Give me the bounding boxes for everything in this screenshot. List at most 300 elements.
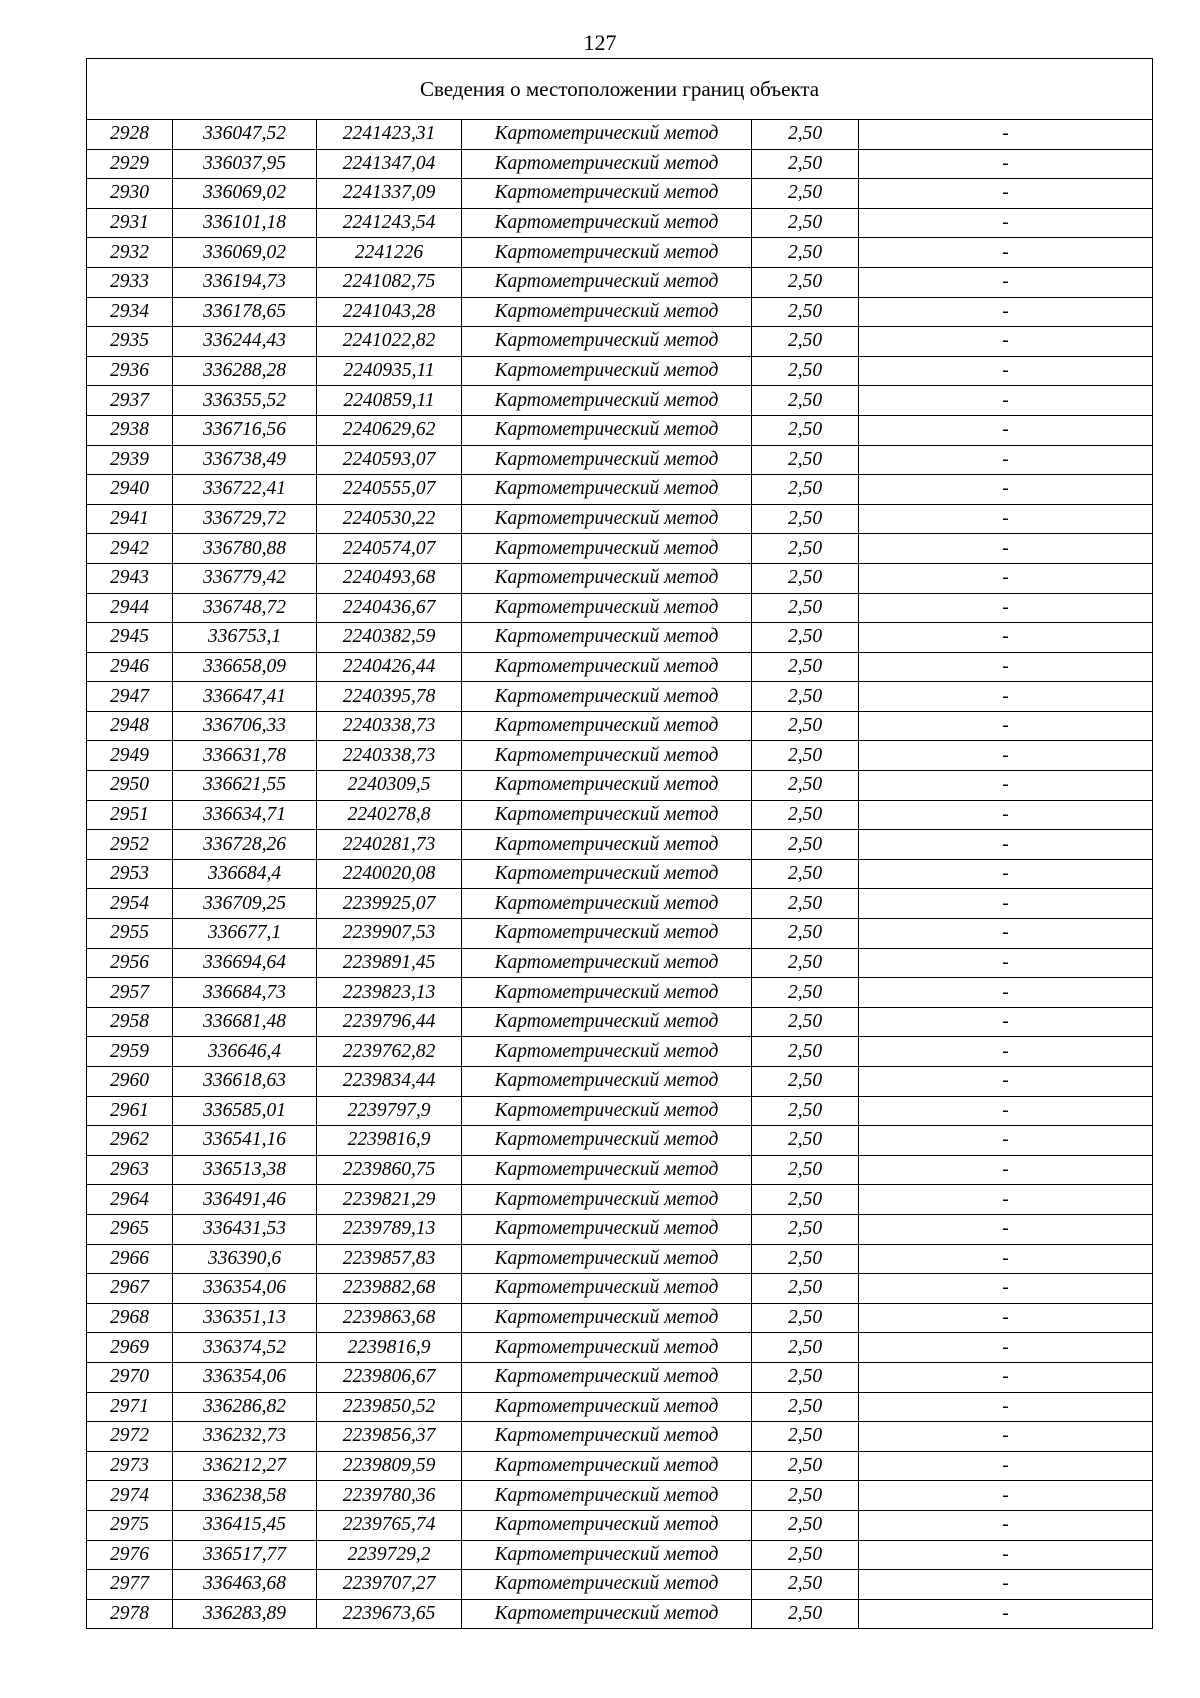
- description-cell: -: [859, 593, 1153, 623]
- point-number-cell: 2977: [87, 1570, 173, 1600]
- y-coordinate-cell: 2239856,37: [317, 1422, 462, 1452]
- accuracy-cell: 2,50: [752, 1007, 859, 1037]
- accuracy-cell: 2,50: [752, 1570, 859, 1600]
- point-number-cell: 2945: [87, 623, 173, 653]
- y-coordinate-cell: 2239860,75: [317, 1155, 462, 1185]
- accuracy-cell: 2,50: [752, 1155, 859, 1185]
- description-cell: -: [859, 1126, 1153, 1156]
- method-cell: Картометрический метод: [462, 711, 752, 741]
- method-cell: Картометрический метод: [462, 1037, 752, 1067]
- method-cell: Картометрический метод: [462, 504, 752, 534]
- accuracy-cell: 2,50: [752, 208, 859, 238]
- table-row: [87, 179, 1153, 209]
- x-coordinate-cell: 336729,72: [173, 504, 317, 534]
- description-cell: -: [859, 682, 1153, 712]
- method-cell: Картометрический метод: [462, 415, 752, 445]
- y-coordinate-cell: 2239796,44: [317, 1007, 462, 1037]
- accuracy-cell: 2,50: [752, 593, 859, 623]
- description-cell: -: [859, 563, 1153, 593]
- point-number-cell: 2952: [87, 830, 173, 860]
- point-number-cell: 2940: [87, 475, 173, 505]
- point-number-cell: 2948: [87, 711, 173, 741]
- accuracy-cell: 2,50: [752, 1481, 859, 1511]
- description-cell: -: [859, 1570, 1153, 1600]
- method-cell: Картометрический метод: [462, 1096, 752, 1126]
- point-number-cell: 2965: [87, 1214, 173, 1244]
- point-number-cell: 2957: [87, 978, 173, 1008]
- description-cell: -: [859, 1185, 1153, 1215]
- method-cell: Картометрический метод: [462, 1274, 752, 1304]
- point-number-cell: 2934: [87, 297, 173, 327]
- accuracy-cell: 2,50: [752, 504, 859, 534]
- x-coordinate-cell: 336738,49: [173, 445, 317, 475]
- table-row: [87, 978, 1153, 1008]
- point-number-cell: 2972: [87, 1422, 173, 1452]
- method-cell: Картометрический метод: [462, 1185, 752, 1215]
- y-coordinate-cell: 2239762,82: [317, 1037, 462, 1067]
- y-coordinate-cell: 2241022,82: [317, 327, 462, 357]
- table-row: [87, 267, 1153, 297]
- accuracy-cell: 2,50: [752, 1274, 859, 1304]
- accuracy-cell: 2,50: [752, 1037, 859, 1067]
- x-coordinate-cell: 336779,42: [173, 563, 317, 593]
- x-coordinate-cell: 336238,58: [173, 1481, 317, 1511]
- x-coordinate-cell: 336351,13: [173, 1303, 317, 1333]
- x-coordinate-cell: 336658,09: [173, 652, 317, 682]
- method-cell: Картометрический метод: [462, 1155, 752, 1185]
- description-cell: -: [859, 830, 1153, 860]
- method-cell: Картометрический метод: [462, 889, 752, 919]
- method-cell: Картометрический метод: [462, 386, 752, 416]
- table-row: [87, 1037, 1153, 1067]
- y-coordinate-cell: 2239834,44: [317, 1067, 462, 1097]
- x-coordinate-cell: 336212,27: [173, 1451, 317, 1481]
- description-cell: -: [859, 1599, 1153, 1629]
- description-cell: -: [859, 1037, 1153, 1067]
- method-cell: Картометрический метод: [462, 682, 752, 712]
- y-coordinate-cell: 2239780,36: [317, 1481, 462, 1511]
- y-coordinate-cell: 2240338,73: [317, 711, 462, 741]
- table-row: [87, 149, 1153, 179]
- x-coordinate-cell: 336194,73: [173, 267, 317, 297]
- point-number-cell: 2947: [87, 682, 173, 712]
- table-row: [87, 208, 1153, 238]
- description-cell: -: [859, 1155, 1153, 1185]
- table-row: [87, 563, 1153, 593]
- y-coordinate-cell: 2239882,68: [317, 1274, 462, 1304]
- table-row: [87, 830, 1153, 860]
- accuracy-cell: 2,50: [752, 1303, 859, 1333]
- x-coordinate-cell: 336069,02: [173, 238, 317, 268]
- y-coordinate-cell: 2240493,68: [317, 563, 462, 593]
- method-cell: Картометрический метод: [462, 1540, 752, 1570]
- accuracy-cell: 2,50: [752, 238, 859, 268]
- description-cell: -: [859, 800, 1153, 830]
- table-row: [87, 1392, 1153, 1422]
- accuracy-cell: 2,50: [752, 475, 859, 505]
- point-number-cell: 2942: [87, 534, 173, 564]
- table-row: [87, 445, 1153, 475]
- table-row: [87, 741, 1153, 771]
- method-cell: Картометрический метод: [462, 1067, 752, 1097]
- y-coordinate-cell: 2240020,08: [317, 859, 462, 889]
- point-number-cell: 2969: [87, 1333, 173, 1363]
- point-number-cell: 2949: [87, 741, 173, 771]
- table-row: [87, 1126, 1153, 1156]
- table-row: [87, 1244, 1153, 1274]
- x-coordinate-cell: 336517,77: [173, 1540, 317, 1570]
- x-coordinate-cell: 336101,18: [173, 208, 317, 238]
- y-coordinate-cell: 2239765,74: [317, 1510, 462, 1540]
- x-coordinate-cell: 336374,52: [173, 1333, 317, 1363]
- accuracy-cell: 2,50: [752, 800, 859, 830]
- description-cell: -: [859, 1067, 1153, 1097]
- method-cell: Картометрический метод: [462, 1126, 752, 1156]
- x-coordinate-cell: 336634,71: [173, 800, 317, 830]
- table-row: [87, 238, 1153, 268]
- accuracy-cell: 2,50: [752, 327, 859, 357]
- x-coordinate-cell: 336286,82: [173, 1392, 317, 1422]
- page-number: 127: [583, 30, 617, 55]
- y-coordinate-cell: 2240278,8: [317, 800, 462, 830]
- y-coordinate-cell: 2239891,45: [317, 948, 462, 978]
- accuracy-cell: 2,50: [752, 859, 859, 889]
- table-title: Сведения о местоположении границ объекта: [87, 59, 1153, 120]
- description-cell: -: [859, 1540, 1153, 1570]
- x-coordinate-cell: 336355,52: [173, 386, 317, 416]
- point-number-cell: 2937: [87, 386, 173, 416]
- point-number-cell: 2956: [87, 948, 173, 978]
- point-number-cell: 2958: [87, 1007, 173, 1037]
- accuracy-cell: 2,50: [752, 445, 859, 475]
- table-row: [87, 1067, 1153, 1097]
- x-coordinate-cell: 336513,38: [173, 1155, 317, 1185]
- description-cell: -: [859, 415, 1153, 445]
- accuracy-cell: 2,50: [752, 120, 859, 150]
- description-cell: -: [859, 948, 1153, 978]
- table-row: [87, 1274, 1153, 1304]
- x-coordinate-cell: 336694,64: [173, 948, 317, 978]
- accuracy-cell: 2,50: [752, 1392, 859, 1422]
- y-coordinate-cell: 2239850,52: [317, 1392, 462, 1422]
- description-cell: -: [859, 1096, 1153, 1126]
- description-cell: -: [859, 1362, 1153, 1392]
- x-coordinate-cell: 336047,52: [173, 120, 317, 150]
- method-cell: Картометрический метод: [462, 1007, 752, 1037]
- accuracy-cell: 2,50: [752, 415, 859, 445]
- accuracy-cell: 2,50: [752, 889, 859, 919]
- table-row: [87, 1155, 1153, 1185]
- x-coordinate-cell: 336753,1: [173, 623, 317, 653]
- description-cell: -: [859, 1214, 1153, 1244]
- boundary-coordinates-table: [86, 58, 1153, 1629]
- point-number-cell: 2964: [87, 1185, 173, 1215]
- y-coordinate-cell: 2240859,11: [317, 386, 462, 416]
- table-row: [87, 859, 1153, 889]
- description-cell: -: [859, 356, 1153, 386]
- y-coordinate-cell: 2240935,11: [317, 356, 462, 386]
- table-row: [87, 120, 1153, 150]
- y-coordinate-cell: 2241243,54: [317, 208, 462, 238]
- table-row: [87, 1096, 1153, 1126]
- table-row: [87, 1540, 1153, 1570]
- table-row: [87, 652, 1153, 682]
- table-row: [87, 415, 1153, 445]
- point-number-cell: 2954: [87, 889, 173, 919]
- description-cell: -: [859, 771, 1153, 801]
- point-number-cell: 2933: [87, 267, 173, 297]
- method-cell: Картометрический метод: [462, 623, 752, 653]
- table-row: [87, 356, 1153, 386]
- description-cell: -: [859, 179, 1153, 209]
- method-cell: Картометрический метод: [462, 356, 752, 386]
- accuracy-cell: 2,50: [752, 711, 859, 741]
- x-coordinate-cell: 336283,89: [173, 1599, 317, 1629]
- description-cell: -: [859, 1274, 1153, 1304]
- point-number-cell: 2953: [87, 859, 173, 889]
- table-row: [87, 534, 1153, 564]
- y-coordinate-cell: 2240338,73: [317, 741, 462, 771]
- accuracy-cell: 2,50: [752, 652, 859, 682]
- method-cell: Картометрический метод: [462, 1214, 752, 1244]
- table-row: [87, 682, 1153, 712]
- table-row: [87, 297, 1153, 327]
- x-coordinate-cell: 336722,41: [173, 475, 317, 505]
- table-row: [87, 1422, 1153, 1452]
- description-cell: -: [859, 1007, 1153, 1037]
- y-coordinate-cell: 2239816,9: [317, 1126, 462, 1156]
- accuracy-cell: 2,50: [752, 830, 859, 860]
- method-cell: Картометрический метод: [462, 563, 752, 593]
- x-coordinate-cell: 336288,28: [173, 356, 317, 386]
- accuracy-cell: 2,50: [752, 297, 859, 327]
- method-cell: Картометрический метод: [462, 652, 752, 682]
- y-coordinate-cell: 2239816,9: [317, 1333, 462, 1363]
- method-cell: Картометрический метод: [462, 1481, 752, 1511]
- y-coordinate-cell: 2240574,07: [317, 534, 462, 564]
- x-coordinate-cell: 336618,63: [173, 1067, 317, 1097]
- x-coordinate-cell: 336354,06: [173, 1362, 317, 1392]
- method-cell: Картометрический метод: [462, 120, 752, 150]
- point-number-cell: 2961: [87, 1096, 173, 1126]
- method-cell: Картометрический метод: [462, 238, 752, 268]
- description-cell: -: [859, 267, 1153, 297]
- description-cell: -: [859, 327, 1153, 357]
- y-coordinate-cell: 2240593,07: [317, 445, 462, 475]
- accuracy-cell: 2,50: [752, 771, 859, 801]
- point-number-cell: 2943: [87, 563, 173, 593]
- table-row: [87, 1333, 1153, 1363]
- y-coordinate-cell: 2241043,28: [317, 297, 462, 327]
- x-coordinate-cell: 336709,25: [173, 889, 317, 919]
- point-number-cell: 2951: [87, 800, 173, 830]
- x-coordinate-cell: 336684,73: [173, 978, 317, 1008]
- table-row: [87, 1451, 1153, 1481]
- point-number-cell: 2928: [87, 120, 173, 150]
- point-number-cell: 2929: [87, 149, 173, 179]
- description-cell: -: [859, 889, 1153, 919]
- method-cell: Картометрический метод: [462, 1392, 752, 1422]
- description-cell: -: [859, 238, 1153, 268]
- point-number-cell: 2936: [87, 356, 173, 386]
- table-row: [87, 1185, 1153, 1215]
- description-cell: -: [859, 120, 1153, 150]
- point-number-cell: 2974: [87, 1481, 173, 1511]
- method-cell: Картометрический метод: [462, 267, 752, 297]
- description-cell: -: [859, 386, 1153, 416]
- y-coordinate-cell: 2240426,44: [317, 652, 462, 682]
- accuracy-cell: 2,50: [752, 682, 859, 712]
- y-coordinate-cell: 2241423,31: [317, 120, 462, 150]
- method-cell: Картометрический метод: [462, 327, 752, 357]
- table-row: [87, 386, 1153, 416]
- x-coordinate-cell: 336415,45: [173, 1510, 317, 1540]
- table-title-row: [87, 59, 1153, 120]
- y-coordinate-cell: 2239823,13: [317, 978, 462, 1008]
- description-cell: -: [859, 919, 1153, 949]
- x-coordinate-cell: 336728,26: [173, 830, 317, 860]
- y-coordinate-cell: 2241226: [317, 238, 462, 268]
- y-coordinate-cell: 2241082,75: [317, 267, 462, 297]
- description-cell: -: [859, 1510, 1153, 1540]
- description-cell: -: [859, 1481, 1153, 1511]
- point-number-cell: 2932: [87, 238, 173, 268]
- accuracy-cell: 2,50: [752, 1362, 859, 1392]
- accuracy-cell: 2,50: [752, 1185, 859, 1215]
- y-coordinate-cell: 2240555,07: [317, 475, 462, 505]
- y-coordinate-cell: 2239925,07: [317, 889, 462, 919]
- y-coordinate-cell: 2240629,62: [317, 415, 462, 445]
- point-number-cell: 2962: [87, 1126, 173, 1156]
- x-coordinate-cell: 336491,46: [173, 1185, 317, 1215]
- accuracy-cell: 2,50: [752, 623, 859, 653]
- table-row: [87, 919, 1153, 949]
- table-row: [87, 889, 1153, 919]
- x-coordinate-cell: 336037,95: [173, 149, 317, 179]
- point-number-cell: 2939: [87, 445, 173, 475]
- x-coordinate-cell: 336706,33: [173, 711, 317, 741]
- description-cell: -: [859, 1392, 1153, 1422]
- method-cell: Картометрический метод: [462, 534, 752, 564]
- table-row: [87, 593, 1153, 623]
- y-coordinate-cell: 2239857,83: [317, 1244, 462, 1274]
- y-coordinate-cell: 2239821,29: [317, 1185, 462, 1215]
- y-coordinate-cell: 2241337,09: [317, 179, 462, 209]
- method-cell: Картометрический метод: [462, 919, 752, 949]
- accuracy-cell: 2,50: [752, 1422, 859, 1452]
- y-coordinate-cell: 2239707,27: [317, 1570, 462, 1600]
- accuracy-cell: 2,50: [752, 919, 859, 949]
- table-row: [87, 771, 1153, 801]
- x-coordinate-cell: 336748,72: [173, 593, 317, 623]
- description-cell: -: [859, 1451, 1153, 1481]
- accuracy-cell: 2,50: [752, 948, 859, 978]
- table-row: [87, 623, 1153, 653]
- accuracy-cell: 2,50: [752, 978, 859, 1008]
- point-number-cell: 2959: [87, 1037, 173, 1067]
- method-cell: Картометрический метод: [462, 179, 752, 209]
- point-number-cell: 2938: [87, 415, 173, 445]
- accuracy-cell: 2,50: [752, 1214, 859, 1244]
- x-coordinate-cell: 336631,78: [173, 741, 317, 771]
- accuracy-cell: 2,50: [752, 563, 859, 593]
- y-coordinate-cell: 2239673,65: [317, 1599, 462, 1629]
- method-cell: Картометрический метод: [462, 475, 752, 505]
- method-cell: Картометрический метод: [462, 859, 752, 889]
- accuracy-cell: 2,50: [752, 1126, 859, 1156]
- method-cell: Картометрический метод: [462, 1244, 752, 1274]
- description-cell: -: [859, 1422, 1153, 1452]
- point-number-cell: 2955: [87, 919, 173, 949]
- x-coordinate-cell: 336647,41: [173, 682, 317, 712]
- table-row: [87, 948, 1153, 978]
- method-cell: Картометрический метод: [462, 800, 752, 830]
- point-number-cell: 2935: [87, 327, 173, 357]
- point-number-cell: 2967: [87, 1274, 173, 1304]
- point-number-cell: 2946: [87, 652, 173, 682]
- x-coordinate-cell: 336244,43: [173, 327, 317, 357]
- accuracy-cell: 2,50: [752, 149, 859, 179]
- y-coordinate-cell: 2240281,73: [317, 830, 462, 860]
- y-coordinate-cell: 2239797,9: [317, 1096, 462, 1126]
- accuracy-cell: 2,50: [752, 1096, 859, 1126]
- description-cell: -: [859, 534, 1153, 564]
- x-coordinate-cell: 336677,1: [173, 919, 317, 949]
- y-coordinate-cell: 2241347,04: [317, 149, 462, 179]
- accuracy-cell: 2,50: [752, 1451, 859, 1481]
- y-coordinate-cell: 2240395,78: [317, 682, 462, 712]
- table-row: [87, 1599, 1153, 1629]
- x-coordinate-cell: 336069,02: [173, 179, 317, 209]
- accuracy-cell: 2,50: [752, 741, 859, 771]
- method-cell: Картометрический метод: [462, 149, 752, 179]
- method-cell: Картометрический метод: [462, 978, 752, 1008]
- description-cell: -: [859, 623, 1153, 653]
- x-coordinate-cell: 336232,73: [173, 1422, 317, 1452]
- table-row: [87, 1362, 1153, 1392]
- accuracy-cell: 2,50: [752, 179, 859, 209]
- point-number-cell: 2968: [87, 1303, 173, 1333]
- description-cell: -: [859, 504, 1153, 534]
- x-coordinate-cell: 336178,65: [173, 297, 317, 327]
- y-coordinate-cell: 2239863,68: [317, 1303, 462, 1333]
- method-cell: Картометрический метод: [462, 948, 752, 978]
- accuracy-cell: 2,50: [752, 1510, 859, 1540]
- table-row: [87, 327, 1153, 357]
- point-number-cell: 2930: [87, 179, 173, 209]
- point-number-cell: 2944: [87, 593, 173, 623]
- x-coordinate-cell: 336681,48: [173, 1007, 317, 1037]
- accuracy-cell: 2,50: [752, 267, 859, 297]
- accuracy-cell: 2,50: [752, 1067, 859, 1097]
- method-cell: Картометрический метод: [462, 1303, 752, 1333]
- method-cell: Картометрический метод: [462, 771, 752, 801]
- table-row: [87, 1007, 1153, 1037]
- description-cell: -: [859, 1333, 1153, 1363]
- x-coordinate-cell: 336646,4: [173, 1037, 317, 1067]
- method-cell: Картометрический метод: [462, 208, 752, 238]
- description-cell: -: [859, 652, 1153, 682]
- x-coordinate-cell: 336585,01: [173, 1096, 317, 1126]
- description-cell: -: [859, 741, 1153, 771]
- y-coordinate-cell: 2240530,22: [317, 504, 462, 534]
- table-row: [87, 800, 1153, 830]
- method-cell: Картометрический метод: [462, 830, 752, 860]
- x-coordinate-cell: 336431,53: [173, 1214, 317, 1244]
- accuracy-cell: 2,50: [752, 1540, 859, 1570]
- method-cell: Картометрический метод: [462, 1422, 752, 1452]
- accuracy-cell: 2,50: [752, 386, 859, 416]
